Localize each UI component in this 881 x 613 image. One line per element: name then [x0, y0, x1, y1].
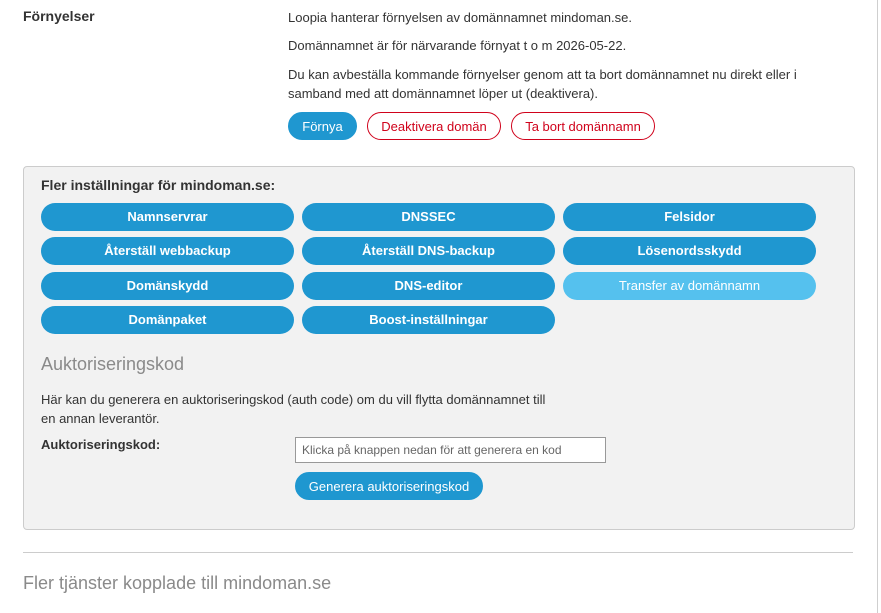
auth-code-heading: Auktoriseringskod — [41, 354, 185, 374]
domain-package-button[interactable]: Domänpaket — [41, 306, 294, 334]
domain-protection-button[interactable]: Domänskydd — [41, 272, 294, 300]
settings-panel — [23, 166, 855, 530]
dns-editor-button[interactable]: DNS-editor — [302, 272, 555, 300]
restore-webbackup-button[interactable]: Återställ webbackup — [41, 237, 294, 265]
dnssec-button[interactable]: DNSSEC — [302, 203, 555, 231]
scrollbar-edge — [877, 0, 878, 613]
boost-settings-button[interactable]: Boost-inställningar — [302, 306, 555, 334]
renewal-date-line: Domännamnet är för närvarande förnyat t o m 2026-05-22. — [288, 38, 627, 53]
generate-auth-code-button[interactable]: Generera auktoriseringskod — [295, 472, 483, 500]
section-divider — [23, 552, 853, 553]
auth-code-input[interactable] — [295, 437, 606, 463]
renewal-cancel-info: Du kan avbeställa kommande förnyelser genom att ta bort domännamnet nu direkt eller i samband med att domännamnet löper ut (deaktivera). — [288, 67, 797, 101]
renewal-info-line: Loopia hanterar förnyelsen av domännamnet mindoman.se. — [288, 10, 632, 25]
auth-code-label: Auktoriseringskod: — [41, 437, 161, 452]
error-pages-button[interactable]: Felsidor — [563, 203, 816, 231]
renew-button[interactable]: Förnya — [288, 112, 357, 140]
renewal-section-label: Förnyelser — [23, 8, 95, 24]
auth-code-description: Här kan du generera en auktoriseringskod (auth code) om du vill flytta domännamnet till en annan leverantör. — [41, 392, 546, 426]
remove-domain-button[interactable]: Ta bort domännamn — [511, 112, 655, 140]
restore-dns-backup-button[interactable]: Återställ DNS-backup — [302, 237, 555, 265]
deactivate-domain-button[interactable]: Deaktivera domän — [367, 112, 501, 140]
transfer-domain-button[interactable]: Transfer av domännamn — [563, 272, 816, 300]
password-protection-button[interactable]: Lösenordsskydd — [563, 237, 816, 265]
settings-panel-title: Fler inställningar för mindoman.se: — [41, 177, 276, 193]
nameservers-button[interactable]: Namnservrar — [41, 203, 294, 231]
more-services-heading: Fler tjänster kopplade till mindoman.se — [23, 573, 332, 593]
